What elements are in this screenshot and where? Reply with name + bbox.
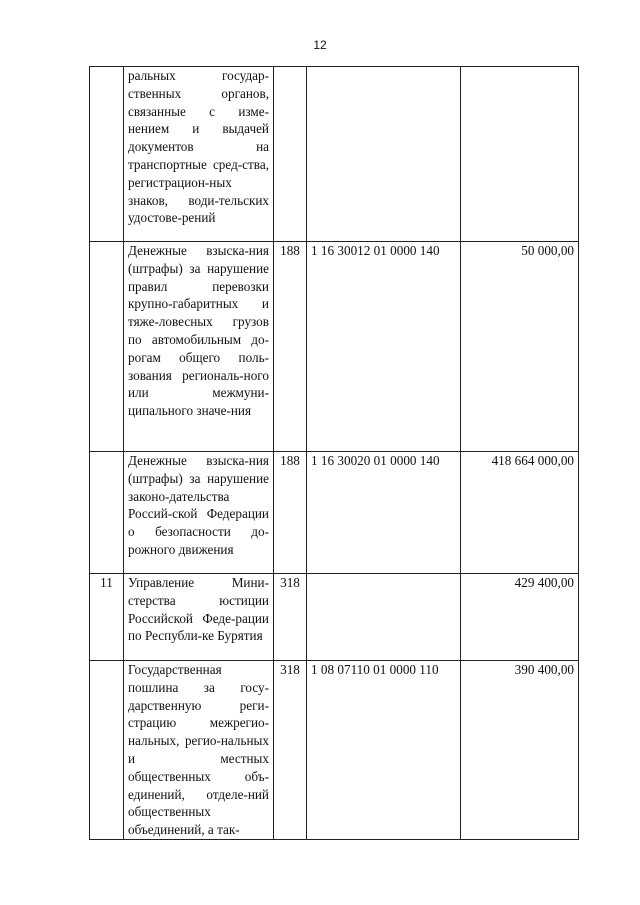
row-number-cell: 11	[90, 574, 124, 661]
revenue-name-cell: Денежные взыска-ния (штрафы) за нарушение правил перевозки крупно-габаритных и тяже-ловесных грузов по автомобильным до-рогам общего поль-зования региональ-ного или межмуни-ципального значе-ния	[124, 242, 274, 452]
budget-classification-code-cell: 1 08 07110 01 0000 110	[307, 661, 461, 840]
amount-cell: 50 000,00	[461, 242, 579, 452]
revenue-name-cell: ральных государ-ственных органов, связанные с изме-нением и выдачей документов на транспортные сред-ства, регистрацион-ных знаков, води-тельских удостове-рений	[124, 67, 274, 242]
administrator-code-cell: 188	[274, 452, 307, 574]
budget-table	[89, 66, 579, 840]
budget-classification-code-cell	[307, 67, 461, 242]
revenue-name-cell: Управление Мини-стерства юстиции Российской Феде-рации по Республи-ке Бурятия	[124, 574, 274, 661]
budget-classification-code-cell	[307, 574, 461, 661]
table-row	[90, 452, 579, 574]
row-number-cell	[90, 67, 124, 242]
row-number-cell	[90, 661, 124, 840]
amount-cell	[461, 67, 579, 242]
administrator-code-cell: 318	[274, 574, 307, 661]
budget-classification-code-cell: 1 16 30012 01 0000 140	[307, 242, 461, 452]
revenue-name-cell: Государственная пошлина за госу-дарственную реги-страцию межрегио-нальных, регио-нальных и местных общественных объ-единений, отделе-ний общественных объединений, а так-	[124, 661, 274, 840]
amount-cell: 390 400,00	[461, 661, 579, 840]
administrator-code-cell: 188	[274, 242, 307, 452]
budget-classification-code-cell: 1 16 30020 01 0000 140	[307, 452, 461, 574]
amount-cell: 429 400,00	[461, 574, 579, 661]
table-row	[90, 661, 579, 840]
administrator-code-cell: 318	[274, 661, 307, 840]
table-row	[90, 242, 579, 452]
table-row	[90, 574, 579, 661]
row-number-cell	[90, 452, 124, 574]
amount-cell: 418 664 000,00	[461, 452, 579, 574]
page-number: 12	[313, 38, 327, 52]
row-number-cell	[90, 242, 124, 452]
administrator-code-cell	[274, 67, 307, 242]
table-row	[90, 67, 579, 242]
revenue-name-cell: Денежные взыска-ния (штрафы) за нарушение законо-дательства Россий-ской Федерации о безопасности до-рожного движения	[124, 452, 274, 574]
